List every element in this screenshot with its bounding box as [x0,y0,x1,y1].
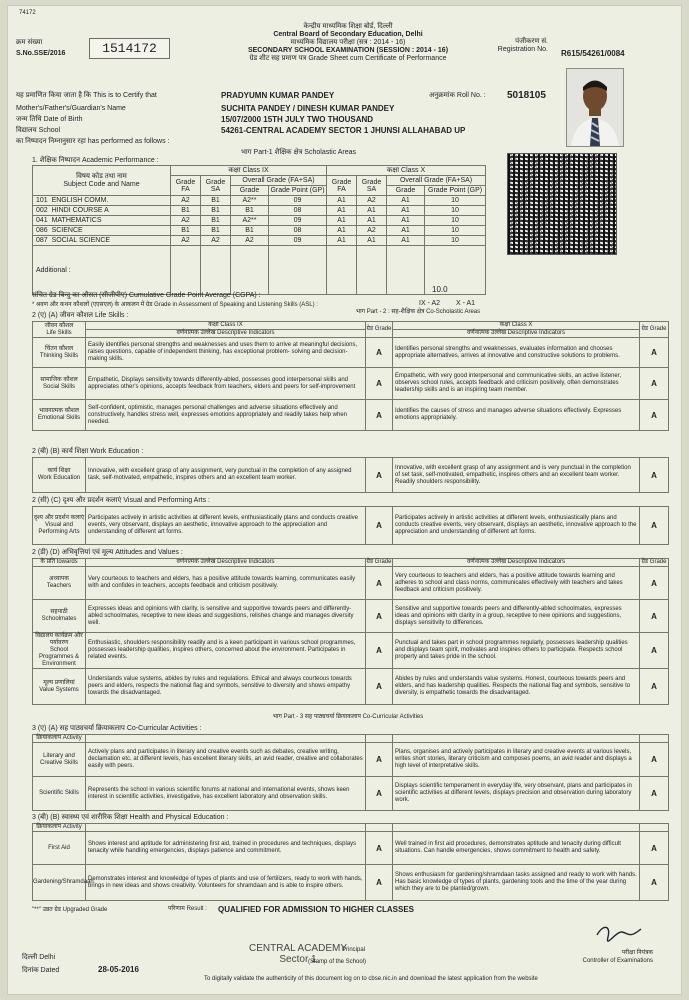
activity-row [33,832,669,865]
grade-cell: A [640,507,669,545]
descriptive-indicator: Very courteous to teachers and elders, has a positive attitude towards learning and adheres to school and class norms, communicates effectively with teachers and takes feedback and criticism positively. [393,567,640,600]
attitude-desc-ix-header: वर्णनात्मक उल्लेख Descriptive Indicators [86,559,366,567]
life-skills-title: 2 (ए) (A) जीवन कौशल Life Skills : [32,312,129,319]
grade-cell: A [366,633,393,669]
grade-cell: B1 [171,206,201,216]
grade-cell: A [366,567,393,600]
grade-cell: A1 [327,216,357,226]
asl-ix: IX - A2 [419,300,441,307]
grade-cell: A [366,865,393,901]
health-title: 3 (बी) (B) स्वास्थ्य एवं शारीरिक शिक्षा Health and Physical Education : [32,814,229,821]
life-skills-table [32,321,669,431]
visual-arts-table [32,506,669,545]
academic-performance-title: 1. शैक्षिक निष्पादन Academic Performance : [32,157,159,164]
grade-cell: A [640,458,669,493]
x-fa-header: Grade FA [327,176,357,196]
subject-name: 086 SCIENCE [33,226,171,236]
guardian-label: Mother's/Father's/Guardian's Name [16,105,126,112]
verification-note: To digitally validate the authenticity of this document log on to cbse.nic.in and download the latest application from the website [204,976,538,982]
x-sa-header: Grade SA [357,176,387,196]
subject-name: 002 HINDI COURSE A [33,206,171,216]
principal-label: Principal [342,947,366,953]
stamp-label: (Stamp of the School) [308,959,367,965]
grade-cell: A2** [231,216,269,226]
cgpa-value: 10.0 [432,285,448,294]
attitude-label: अध्यापक Teachers [33,567,86,600]
result-value: QUALIFIED FOR ADMISSION TO HIGHER CLASSES [218,905,415,914]
class-x-header: कक्षा Class X [327,166,486,176]
descriptive-indicator: Participates actively in artistic activities at different levels, enthusiastically plans and conducts creative events, very observant, displays an aesthetic, innovative approach to the appreciation and understanding of different art forms. [86,507,366,545]
additional-label: Additional : [33,246,171,295]
descriptive-indicator: Innovative, with excellent grasp of any assignment, very punctual in the completion of any assigned task, self-motivated, empathetic, inspires others and an excellent team worker. [86,458,366,493]
attitude-label: सहपाठी Schoolmates [33,600,86,633]
x-overall-header: Overall Grade (FA+SA) [387,176,486,186]
activity-label: क्रियाकलाप Activity [33,824,86,832]
grade-point-cell: 10 [425,236,486,246]
grade-cell: A [366,507,393,545]
place-label: दिल्ली Delhi [22,954,56,961]
dob-label: जन्म तिथि Date of Birth [16,116,83,123]
co-curricular-title: 3 (ए) (A) सह पाठ्यचर्या क्रियाकलाप Co-Curricular Activities : [32,725,202,732]
qr-code [507,153,617,255]
activity-name: Scientific Skills [33,777,86,811]
life-grade-header: ग्रेड Grade [640,322,669,338]
life-class-x: कक्षा Class X [393,322,640,330]
roll-number: 5018105 [507,90,546,101]
grade-cell: A2 [171,236,201,246]
life-skill-label: चिंतन कौशल Thinking Skills [33,338,86,368]
grade-point-cell: 08 [269,206,327,216]
descriptive-indicator: Actively plans and participates in literary and creative events such as debates, creative writing, declamation etc. at different levels, has excellent literary skills, an avid reader, creative and collaborates easily with peers. [86,743,366,777]
grade-cell: A [366,368,393,400]
grade-cell: A [640,400,669,431]
guardian-name: SUCHITA PANDEY / DINESH KUMAR PANDEY [221,104,395,113]
ix-sa-header: Grade SA [201,176,231,196]
attitude-grade-header: ग्रेड Grade [640,559,669,567]
grade-cell: A2 [201,236,231,246]
x-gp-header: Grade Point (GP) [425,186,486,196]
activity-name: First Aid [33,832,86,865]
grade-cell: A1 [387,206,425,216]
cgpa-label: संचित ग्रेड बिन्दु का औसत (सीजीपीए) Cumulative Grade Point Average (CGPA) : [32,292,261,299]
grade-cell: A1 [327,196,357,206]
grade-cell: B1 [201,206,231,216]
grade-cell: A [366,400,393,431]
registration-number: R615/54261/0084 [561,49,625,58]
grade-cell: A1 [327,236,357,246]
grade-cell: A [640,600,669,633]
activity-label: क्रियाकलाप Activity [33,735,86,743]
certify-label: यह प्रमाणित किया जाता है कि This is to Certify that [16,92,157,99]
grade-point-cell: 10 [425,206,486,216]
part3-title: भाग Part - 3 सह पाठ्यचर्या क्रियाकलाप Co-Curricular Activities [272,714,424,720]
descriptive-indicator: Shows interest and aptitude for administering first aid, trained in procedures and techniques, displays tenacity while handling emergencies, displays patience and commitment. [86,832,366,865]
part1-title: भाग Part-1 शैक्षिक क्षेत्र Scholastic Areas [240,149,357,156]
date-of-birth: 15/07/2000 15TH JULY TWO THOUSAND [221,115,374,124]
subject-name: 041 MATHEMATICS [33,216,171,226]
grade-cell: A [366,338,393,368]
subject-header: विषय कोड तथा नाम Subject Code and Name [33,166,171,196]
grade-cell: B1 [201,216,231,226]
grade-cell: A1 [387,236,425,246]
descriptive-indicator: Understands value systems, abides by rules and regulations. Ethical and always courteous towards peers and elders, respects the national flag and symbols, sensitive to diversity and shows empathy towards the disadvantaged. [86,669,366,705]
controller-signature [593,916,645,944]
scholastic-table [32,165,486,295]
descriptive-indicator: Demonstrates interest and knowledge of types of plants and use of fertilizers, ready to work with hands, brings in new ideas and shows creativity. Volunteers for shramdaan and is able to inspire others. [86,865,366,901]
life-skill-label: भावनात्मक कौशल Emotional Skills [33,400,86,431]
asl-x: X - A1 [456,300,476,307]
grade-cell: A [366,458,393,493]
subject-name: 087 SOCIAL SCIENCE [33,236,171,246]
life-desc-ix-header: वर्णनात्मक उल्लेख Descriptive Indicators [86,330,366,338]
grade-cell: A [640,338,669,368]
grade-cell: A1 [357,206,387,216]
certificate-title: ग्रेड शीट सह प्रमाण पत्र Grade Sheet cum Certificate of Performance [249,55,447,62]
attitudes-title: 2 (डी) (D) अभिवृत्तियां एवं मूल्य Attitudes and Values : [32,549,183,556]
exam-english: SECONDARY SCHOOL EXAMINATION (SESSION : 2014 - 16) [247,47,449,54]
grade-point-cell: 08 [269,226,327,236]
descriptive-indicator: Empathetic, Displays sensitivity towards differently-abled, possesses good interpersonal skills and appreciates other's opinions, accepts feedback from teachers, elders and peers for self-improvement [86,368,366,400]
life-skills-label: जीवन कौशल Life Skills [33,322,86,338]
registration-label: पंजीकरण सं. Registration No. [497,38,548,53]
descriptive-indicator: Empathetic, with very good interpersonal and communicative skills, an active listener, observes school rules, accepts feedback and criticism positively, often demonstrates leadership skills and is an inspiring team member. [393,368,640,400]
descriptive-indicator: Self-confident, optimistic, manages personal challenges and adverse situations effectively and constructively, handles stress well, expresses emotions appropriately and readily takes help when needed. [86,400,366,431]
grade-cell: A [366,669,393,705]
attitudes-table [32,558,669,705]
work-education-label: कार्य शिक्षा Work Education [33,458,86,493]
grade-cell: A [640,777,669,811]
activity-name: Literary and Creative Skills [33,743,86,777]
work-education-table [32,457,669,493]
health-table [32,823,669,901]
work-education-title: 2 (बी) (B) कार्य शिक्षा Work Education : [32,448,144,455]
ix-overall-header: Overall Grade (FA+SA) [231,176,327,186]
life-skill-row [33,400,669,431]
grade-point-cell: 09 [269,236,327,246]
grade-cell: A1 [387,196,425,206]
upgraded-grade-note: "**" उन्नत ग्रेड Upgraded Grade [32,907,108,913]
student-name: PRADYUMN KUMAR PANDEY [221,91,335,100]
grade-cell: A [366,832,393,865]
descriptive-indicator: Easily identifies personal strengths and weaknesses and uses them to arrive at meaningful decisions, raises questions, capable of independent thinking, has exceptional problem- solving and decision- making skills. [86,338,366,368]
issue-date: 28-05-2016 [98,965,139,974]
descriptive-indicator: Abides by rules and understands value systems. Honest, courteous towards peers and elders, and has leadership qualities. Respects the national flag and symbols, sensitive to diversity, is empathetic towards the disadvantaged. [393,669,640,705]
part2-title: भाग Part - 2 : सह-शैक्षिक क्षेत्र Co-Scholastic Areas [355,309,481,315]
grade-cell: A [640,669,669,705]
asl-label: * श्रवण और कथन कौशलों (एएसएल) के आकलन में ग्रेड Grade in Assessment of Speaking and Listening Skills (ASL) : [32,302,318,308]
attitude-row [33,567,669,600]
grade-cell: A1 [327,226,357,236]
life-desc-x-header: वर्णनात्मक उल्लेख Descriptive Indicators [393,330,640,338]
subject-name: 101 ENGLISH COMM. [33,196,171,206]
subject-row [33,236,486,246]
attitude-label: मूल्य प्रणालियां Value Systems [33,669,86,705]
descriptive-indicator: Expresses ideas and opinions with clarity, is sensitive and supportive towards peers and differently-abled schoolmates, receptive to new ideas and suggestions, relishes change and manages diversity well. [86,600,366,633]
grade-cell: A2 [357,226,387,236]
serial-label: S.No.SSE/2016 [16,50,66,57]
school-stamp: CENTRAL ACADEMY Sector 1 [249,943,347,965]
grade-cell: A [640,832,669,865]
grade-cell: A [640,743,669,777]
board-english: Central Board of Secondary Education, Delhi [273,31,423,38]
grade-cell: B1 [201,196,231,206]
descriptive-indicator: Punctual and takes part in school programmes regularly, possesses leadership qualities and displays team spirit, motivates and inspires others to participate. Respects school property and takes pride in the school. [393,633,640,669]
descriptive-indicator: Displays scientific temperament in everyday life, very observant, plans and participates in scientific activities at different levels, displays precision and observation during laboratory work. [393,777,640,811]
grade-cell: A1 [357,216,387,226]
co-curricular-table [32,734,669,811]
attitude-row [33,633,669,669]
grade-cell: B1 [231,226,269,236]
grade-point-cell: 10 [425,226,486,236]
grade-cell: A [366,777,393,811]
student-photo [566,68,624,147]
grade-cell: A2 [171,216,201,226]
grade-cell: A2** [231,196,269,206]
grade-point-cell: 09 [269,216,327,226]
grade-cell: A [640,633,669,669]
life-class-ix: कक्षा Class IX [86,322,366,330]
attitude-grade-header: ग्रेड Grade [366,559,392,565]
x-grade-header: Grade [387,186,425,196]
dated-label: दिनांक Dated [22,967,60,974]
class-ix-header: कक्षा Class IX [171,166,327,176]
descriptive-indicator: Shows enthusiasm for gardening/shramdaan tasks assigned and ready to work with hands. Has basic knowledge of types of plants, gardening tools and the time of the year during which they are to be planted/grown. [393,865,640,901]
activity-row [33,865,669,901]
controller-label: Controller of Examinations [582,958,653,964]
descriptive-indicator: Plans, organises and actively participates in literary and creative events at various levels, writes short stories, literary criticism and composes poems, an avid reader and displays a high level of interpretative skills. [393,743,640,777]
life-grade-header: ग्रेड Grade [366,322,393,338]
descriptive-indicator: Identifies the causes of stress and manages adverse situations effectively. Expresses emotions appropriately. [393,400,640,431]
activity-row [33,777,669,811]
ix-grade-header: Grade [231,186,269,196]
grade-cell: A2 [231,236,269,246]
grade-cell: A1 [387,226,425,236]
roll-label: अनुक्रमांक Roll No. : [429,92,486,99]
board-hindi: केन्द्रीय माध्यमिक शिक्षा बोर्ड, दिल्ली [303,23,393,30]
school-name: 54261-CENTRAL ACADEMY SECTOR 1 JHUNSI ALLAHABAD UP [221,126,466,135]
subject-row [33,196,486,206]
towards-label: के प्रति towards [33,559,86,567]
visual-arts-title: 2 (सी) (C) दृश्य और प्रदर्शन कलाएं Visual and Performing Arts : [32,497,210,504]
descriptive-indicator: Identifies personal strengths and weaknesses, evaluates information and chooses appropriate alternatives, arrives at innovative and constructive solutions to problems. [393,338,640,368]
grade-cell: B1 [171,226,201,236]
descriptive-indicator: Innovative, with excellent grasp of any assignment and is very punctual in the completion of set task, self-motivated, empathetic, inspires others and an excellent team worker. Readily shoulders responsibility. [393,458,640,493]
subject-row [33,206,486,216]
descriptive-indicator: Sensitive and supportive towards peers and differently-abled schoolmates, expresses ideas and opinions with clarity in a group, receptive to new opinions and suggestions, displays sensitivity to differences. [393,600,640,633]
grade-cell: A1 [387,216,425,226]
school-label: विद्यालय School [16,127,61,134]
performance-label: का निष्पादन निम्नानुसार रहा has performed as follows : [16,138,170,145]
descriptive-indicator: Very courteous to teachers and elders, has a positive attitude towards learning, communicates easily with and confides in teachers, accepts feedback and criticism positively. [86,567,366,600]
subject-row [33,216,486,226]
life-skill-label: सामाजिक कौशल Social Skills [33,368,86,400]
result-label: परिणाम Result : [168,906,207,912]
grade-cell: A [640,865,669,901]
grade-point-cell: 10 [425,216,486,226]
life-skill-row [33,338,669,368]
visual-arts-label: दृश्य और प्रदर्शन कलाएं Visual and Performing Arts [33,507,86,545]
grade-cell: A2 [357,196,387,206]
descriptive-indicator: Represents the school in various scientific forums at national and international events, shows keen interest in scientific activities, investigative, has excellent laboratory and observation skills. [86,777,366,811]
grade-cell: A [640,368,669,400]
descriptive-indicator: Participates actively in artistic activities at different levels, enthusiastically plans and conducts creative events, very observant, displays an aesthetic, innovative approach to the appreciation and understanding of different art forms. [393,507,640,545]
life-skill-row [33,368,669,400]
grade-cell: A [366,743,393,777]
serial-number: 1514172 [89,38,170,59]
attitude-label: विद्यालय कार्यक्रम और पर्यावरण School Programmes & Environment [33,633,86,669]
grade-cell: B1 [201,226,231,236]
attitude-row [33,669,669,705]
descriptive-indicator: Enthusiastic, shoulders responsibility readily and is a keen participant in various school programmes, possesses leadership qualities, inspires others, concerned about the environment. Participates in related events. [86,633,366,669]
ix-fa-header: Grade FA [171,176,201,196]
subject-row [33,226,486,236]
grade-cell: A [640,567,669,600]
ix-gp-header: Grade Point (GP) [270,187,325,194]
grade-sheet-document [8,6,681,994]
grade-point-cell: 10 [425,196,486,206]
attitude-desc-x-header: वर्णनात्मक उल्लेख Descriptive Indicators [393,559,640,567]
descriptive-indicator: Well trained in first aid procedures, demonstrates aptitude and tenacity during difficult situations. Can handle emergencies, shows commitment to health and safety. [393,832,640,865]
activity-name: Gardening/Shramdaan [33,865,86,901]
grade-cell: A2 [171,196,201,206]
grade-cell: A1 [327,206,357,216]
attitude-row [33,600,669,633]
grade-cell: B1 [231,206,269,216]
serial-label-hindi: क्रम संख्या [16,39,43,46]
controller-hindi: परीक्षा नियंत्रक [621,950,653,956]
serial-top: 74172 [19,10,36,16]
activity-row [33,743,669,777]
grade-point-cell: 09 [269,196,327,206]
grade-cell: A1 [357,236,387,246]
exam-hindi: माध्यमिक विद्यालय परीक्षा (सत्र : 2014 - 16) [290,39,406,46]
grade-cell: A [366,600,393,633]
